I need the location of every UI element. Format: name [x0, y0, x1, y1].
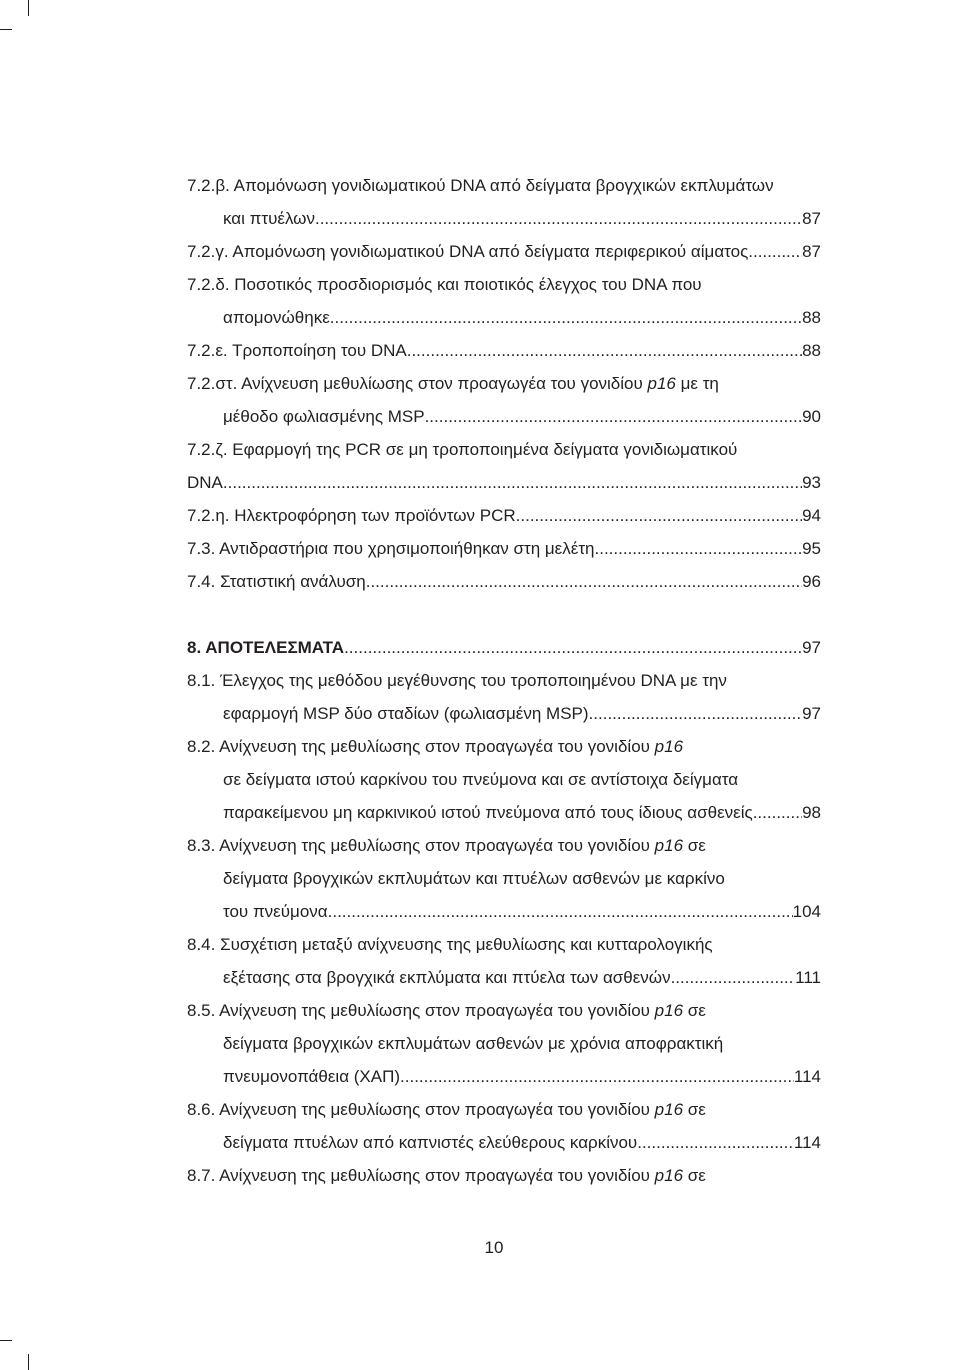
toc-entry-line [223, 900, 821, 924]
toc-entry-text: πνευμονοπάθεια (ΧΑΠ) [223, 1067, 401, 1086]
toc-entry-text-part: 8.5. Ανίχνευση της μεθυλίωσης στον προαγωγέα του γονιδίου [187, 1001, 655, 1020]
gene-name: p16 [654, 1100, 684, 1119]
toc-entry-7-2-eta [187, 504, 821, 528]
toc-page-number: 90 [802, 407, 821, 426]
toc-page-number: 96 [802, 572, 821, 591]
toc-chapter-title: 8. ΑΠΟΤΕΛΕΣΜΑΤΑ [187, 638, 345, 657]
toc-entry-8-2 [187, 735, 807, 759]
toc-page-number: 98 [802, 803, 821, 822]
toc-entry-text: 7.3. Αντιδραστήρια που χρησιμοποιήθηκαν στη μελέτη [187, 539, 595, 558]
toc-entry-7-3 [187, 537, 821, 561]
toc-page-number: 93 [802, 473, 821, 492]
toc-entry-line [223, 801, 821, 825]
toc-entry-text: απομονώθηκε [223, 308, 330, 327]
toc-leader-dots [344, 636, 802, 660]
toc-entry-text: 7.2.γ. Απομόνωση γονιδιωματικού DNA από δείγματα περιφερικού αίματος [187, 242, 749, 261]
toc-entry-line [223, 966, 821, 990]
toc-page-number: 87 [802, 209, 821, 228]
toc-page-number: 94 [802, 506, 821, 525]
toc-entry-text: δείγματα πτυέλων από καπνιστές ελεύθερους καρκίνου [223, 1133, 638, 1152]
toc-entry-text-part: 8.7. Ανίχνευση της μεθυλίωσης στον προαγωγέα του γονιδίου [187, 1166, 655, 1185]
toc-entry-text: 7.2.β. Απομόνωση γονιδιωματικού DNA από δείγματα βρογχικών εκπλυμάτων [187, 176, 774, 195]
toc-entry-line [223, 405, 821, 429]
gene-name: p16 [654, 737, 684, 756]
toc-page-number: 97 [802, 704, 821, 723]
toc-entry-8-4 [187, 933, 807, 957]
toc-entry-8-7 [187, 1164, 807, 1188]
toc-page-number: 95 [802, 539, 821, 558]
toc-entry-text: 8.1. Έλεγχος της μεθόδου μεγέθυνσης του τροποποιημένου DNA με την [187, 671, 727, 690]
toc-entry-line [223, 1131, 821, 1155]
toc-leader-dots [671, 966, 796, 990]
toc-entry-text: και πτυέλων [223, 209, 315, 228]
toc-page-number: 104 [792, 902, 821, 921]
toc-leader-dots [400, 1065, 794, 1089]
gene-name: p16 [654, 1166, 684, 1185]
toc-entry-line [223, 867, 783, 891]
toc-entry-line [223, 306, 821, 330]
toc-entry-text: δείγματα βρογχικών εκπλυμάτων ασθενών με χρόνια αποφρακτική [223, 1034, 724, 1053]
toc-entry-7-2-epsilon [187, 339, 821, 363]
toc-page-number: 111 [795, 968, 821, 987]
toc-leader-dots [516, 504, 802, 528]
toc-entry-7-2-st [187, 372, 807, 396]
toc-entry-8-6 [187, 1098, 807, 1122]
toc-leader-dots [425, 405, 803, 429]
gene-name: p16 [654, 1001, 684, 1020]
toc-page-number: 88 [802, 341, 821, 360]
toc-entry-text: 7.4. Στατιστική ανάλυση [187, 572, 366, 591]
toc-entry-text-part: σε [683, 1100, 706, 1119]
toc-entry-text: 7.2.η. Ηλεκτροφόρηση των προϊόντων PCR [187, 506, 516, 525]
toc-page-number: 87 [802, 242, 821, 261]
toc-leader-dots [595, 537, 803, 561]
toc-leader-dots [589, 702, 803, 726]
toc-leader-dots [315, 207, 802, 231]
toc-entry-text: 7.2.ζ. Εφαρμογή της PCR σε μη τροποποιημένα δείγματα γονιδιωματικού [187, 440, 738, 459]
toc-page-number: 114 [793, 1067, 821, 1086]
toc-leader-dots [407, 339, 802, 363]
toc-entry-line [223, 1065, 821, 1089]
toc-entry-7-2-gamma [187, 240, 821, 264]
toc-entry-text [187, 735, 683, 759]
toc-chapter-8 [187, 636, 821, 660]
toc-entry-8-1 [187, 669, 787, 693]
toc-entry-text: DNA [187, 473, 223, 492]
toc-page-number: 88 [802, 308, 821, 327]
toc-leader-dots [223, 471, 802, 495]
toc-entry-text [187, 834, 706, 858]
toc-entry-text [187, 999, 706, 1023]
toc-entry-text: εξέτασης στα βρογχικά εκπλύματα και πτύελα των ασθενών [223, 968, 671, 987]
toc-entry-7-2-beta [187, 174, 827, 198]
gene-name: p16 [654, 836, 684, 855]
toc-leader-dots [366, 570, 802, 594]
toc-leader-dots [753, 801, 802, 825]
toc-entry-text: του πνεύμονα [223, 902, 328, 921]
toc-entry-line [223, 1032, 783, 1056]
toc-entry-text-part: σε [683, 1166, 706, 1185]
toc-entry-text [187, 1164, 706, 1188]
toc-entry-text: 8.4. Συσχέτιση μεταξύ ανίχνευσης της μεθυλίωσης και κυτταρολογικής [187, 935, 713, 954]
toc-entry-text: παρακείμενου μη καρκινικού ιστού πνεύμονα από τους ίδιους ασθενείς [223, 803, 753, 822]
toc-entry-text-part: 8.3. Ανίχνευση της μεθυλίωσης στον προαγωγέα του γονιδίου [187, 836, 655, 855]
toc-entry-text [187, 1098, 706, 1122]
page-number: 10 [484, 1238, 504, 1257]
toc-entry-7-4 [187, 570, 821, 594]
toc-entry-text-part: 8.2. Ανίχνευση της μεθυλίωσης στον προαγωγέα του γονιδίου [187, 737, 655, 756]
toc-entry-text: εφαρμογή MSP δύο σταδίων (φωλιασμένη MSP) [223, 704, 589, 723]
gene-name: p16 [647, 374, 676, 393]
toc-entry-text [187, 372, 719, 396]
toc-entry-line [223, 702, 821, 726]
toc-leader-dots [330, 306, 802, 330]
toc-entry-8-5 [187, 999, 807, 1023]
toc-entry-text: 7.2.ε. Τροποποίηση του DNA [187, 341, 407, 360]
toc-entry-line [223, 207, 821, 231]
toc-entry-line [223, 768, 783, 792]
toc-leader-dots [637, 1131, 794, 1155]
toc-entry-text: σε δείγματα ιστού καρκίνου του πνεύμονα και σε αντίστοιχα δείγματα [223, 770, 739, 789]
toc-page-number: 97 [802, 638, 821, 657]
toc-page-number: 114 [793, 1133, 821, 1152]
toc-entry-text-part: 7.2.στ. Ανίχνευση μεθυλίωσης στον προαγωγέα του γονιδίου [187, 374, 648, 393]
toc-entry-text-part: 8.6. Ανίχνευση της μεθυλίωσης στον προαγωγέα του γονιδίου [187, 1100, 655, 1119]
toc-entry-text: μέθοδο φωλιασμένης MSP [223, 407, 425, 426]
toc-entry-7-2-zeta [187, 438, 807, 462]
toc-entry-8-3 [187, 834, 807, 858]
toc-leader-dots [748, 240, 802, 264]
toc-entry-text: δείγματα βρογχικών εκπλυμάτων και πτυέλων ασθενών με καρκίνο [223, 869, 725, 888]
toc-entry-text-part: σε [683, 1001, 706, 1020]
toc-entry-text-part: με τη [675, 374, 719, 393]
toc-entry-line [187, 471, 821, 495]
toc-leader-dots [328, 900, 793, 924]
toc-entry-text-part: σε [683, 836, 706, 855]
toc-entry-text: 7.2.δ. Ποσοτικός προσδιορισμός και ποιοτικός έλεγχος του DNA που [187, 275, 702, 294]
toc-entry-7-2-delta [187, 273, 807, 297]
